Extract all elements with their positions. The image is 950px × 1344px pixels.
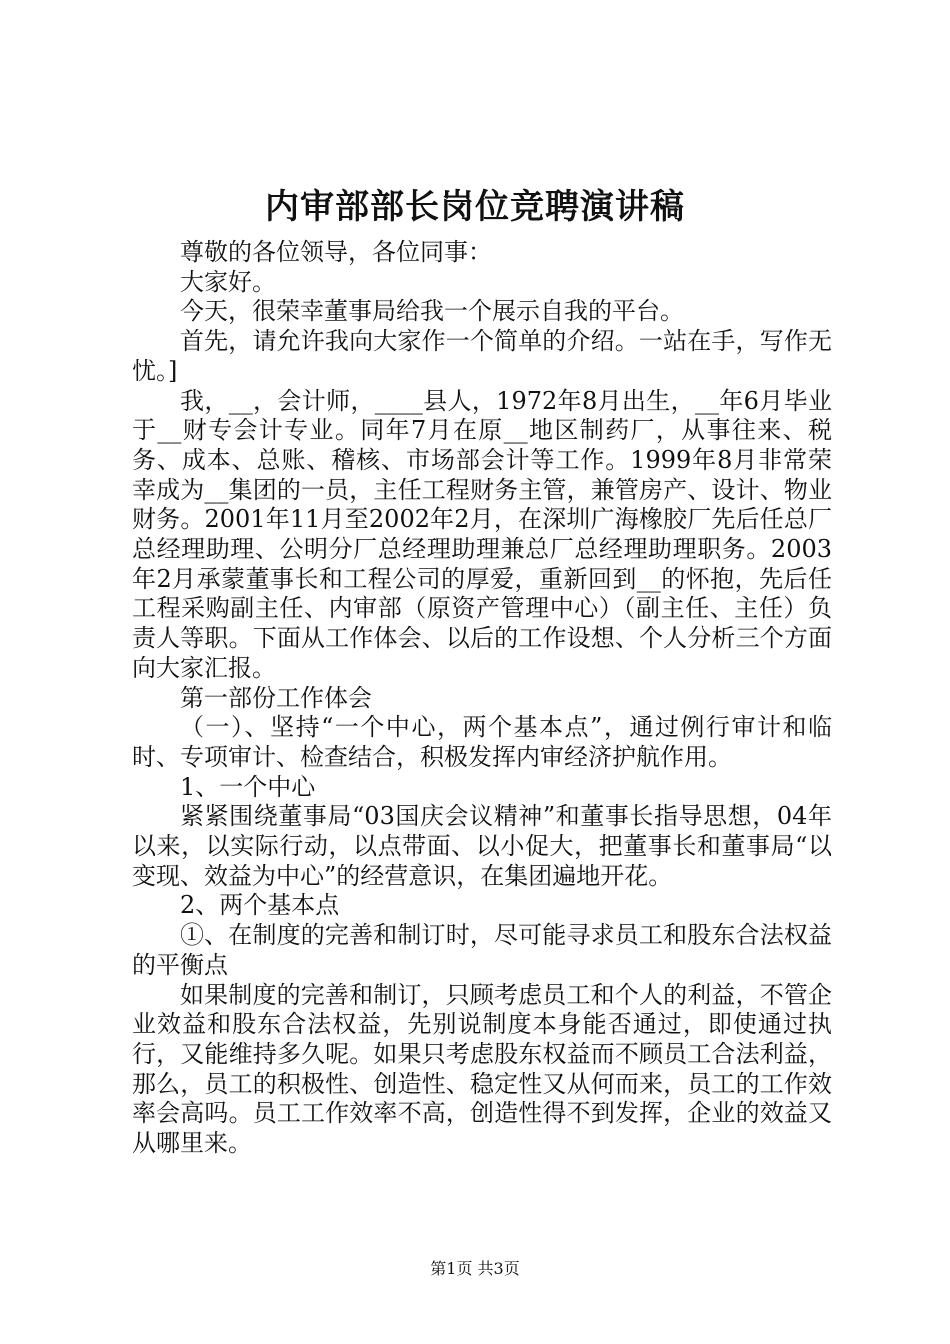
paragraph: 我，__，会计师，____县人，1972年8月出生，__年6月毕业于__财专会计专业。同年7月在原__地区制药厂，从事往来、税务、成本、总账、稽核、市场部会计等工作。1999年8月非常荣幸成为__集团的一员，主任工程财务主管，兼管房产、设计、物业财务。2001年11月至2002年2月，在深圳广海橡胶厂先后任总厂总经理助理、公明分厂总经理助理兼总厂总经理助理职务。2003年2月承蒙董事长和工程公司的厚爱，重新回到__的怀抱，先后任工程采购副主任、内审部（原资产管理中心）（副主任、主任）负责人等职。下面从工作体会、以后的工作设想、个人分析三个方面向大家汇报。 [132, 386, 832, 682]
paragraph: 1、一个中心 [180, 772, 316, 801]
paragraph: 今天，很荣幸董事局给我一个展示自我的平台。 [180, 297, 684, 326]
paragraph: 2、两个基本点 [180, 891, 340, 920]
paragraph: 大家好。 [180, 267, 276, 296]
paragraph: 紧紧围绕董事局“03国庆会议精神”和董事长指导思想，04年以来，以实际行动，以点带面、以小促大，把董事长和董事局“以变现、效益为中心”的经营意识，在集团遍地开花。 [132, 802, 832, 890]
paragraph: （一）、坚持“一个中心，两个基本点”，通过例行审计和临时、专项审计、检查结合，积极发挥内审经济护航作用。 [132, 713, 832, 771]
paragraph: 尊敬的各位领导，各位同事： [180, 238, 492, 266]
paragraph: ①、在制度的完善和制订时，尽可能寻求员工和股东合法权益的平衡点 [132, 921, 832, 979]
paragraph: 如果制度的完善和制订，只顾考虑员工和个人的利益，不管企业效益和股东合法权益，先别说制度本身能否通过，即使通过执行，又能维持多久呢。如果只考虑股东权益而不顾员工合法利益，那么，员工的积极性、创造性、稳定性又从何而来，员工的工作效率会高吗。员工工作效率不高，创造性得不到发挥，企业的效益又从哪里来。 [132, 980, 832, 1158]
page-footer: 第1页 共3页 [430, 1259, 520, 1278]
document-title: 内审部部长岗位竞聘演讲稿 [265, 187, 685, 227]
paragraph: 首先，请允许我向大家作一个简单的介绍。一站在手，写作无忧。] [132, 327, 832, 385]
document-body [132, 238, 832, 1159]
paragraph: 第一部份工作体会 [180, 683, 372, 712]
